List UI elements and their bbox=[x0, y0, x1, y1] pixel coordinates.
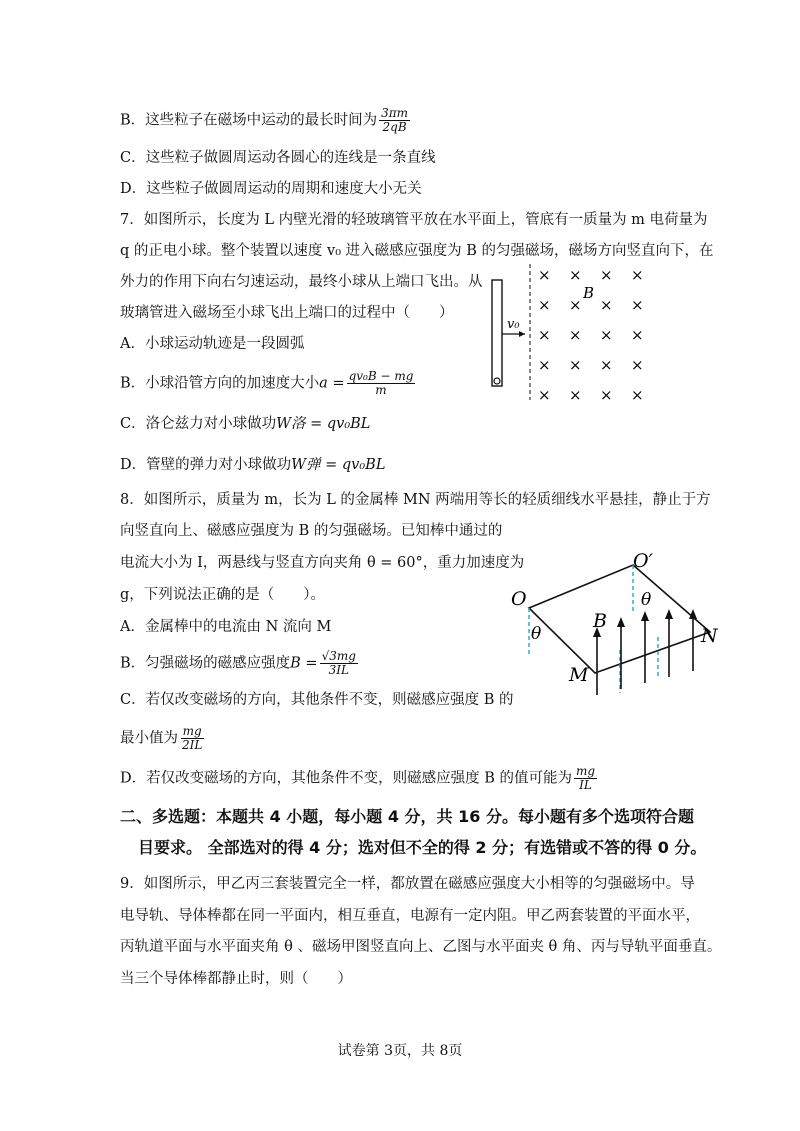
label-n: N bbox=[701, 625, 718, 647]
q8-option-a: A．金属棒中的电流由 N 流向 M bbox=[120, 619, 332, 635]
q6-option-c: C．这些粒子做圆周运动各圆心的连线是一条直线 bbox=[120, 150, 436, 166]
suspension-plane bbox=[529, 565, 710, 673]
field-cross: × bbox=[600, 386, 613, 404]
velocity-arrow-head bbox=[519, 331, 525, 337]
q8-option-c-line1: C．若仅改变磁场的方向，其他条件不变，则磁感应强度 B 的 bbox=[120, 692, 514, 708]
field-cross: × bbox=[600, 326, 613, 344]
field-cross: × bbox=[538, 386, 551, 404]
field-cross: × bbox=[569, 266, 582, 284]
q6-option-b: B．这些粒子在磁场中运动的最长时间为 $\frac{3\pi m}{2qB}$ bbox=[120, 106, 409, 134]
label-o-prime: O′ bbox=[633, 550, 653, 572]
q6-option-d: D．这些粒子做圆周运动的周期和速度大小无关 bbox=[120, 181, 422, 197]
q7-stem-line3: 外力的作用下向右匀速运动，最终小球从上端口飞出。从 bbox=[120, 274, 483, 290]
field-cross: × bbox=[538, 356, 551, 374]
q9-stem-line2: 电导轨、导体棒都在同一平面内，相互垂直，电源有一定内阻。甲乙两套装置的平面水平， bbox=[120, 908, 700, 924]
section-heading-line1: 二、多选题：本题共 4 小题，每小题 4 分，共 16 分。每小题有多个选项符合题 bbox=[120, 807, 694, 826]
field-cross: × bbox=[600, 266, 613, 284]
q8-option-b: B．匀强磁场的磁感应强度B = $\frac{√3mg}{3IL}$ bbox=[120, 649, 356, 677]
ball bbox=[494, 378, 500, 384]
q7-option-b: B．小球沿管方向的加速度大小a = $\frac{\text{qv₀B − mg}}{m}$ bbox=[120, 369, 414, 397]
q7-figure bbox=[485, 262, 665, 407]
page-footer: 试卷第 3页，共 8页 bbox=[337, 1043, 463, 1059]
magnetic-field-arrows bbox=[593, 609, 697, 695]
field-cross: × bbox=[600, 356, 613, 374]
field-cross: × bbox=[569, 326, 582, 344]
field-cross: × bbox=[569, 296, 582, 314]
q8-figure bbox=[505, 545, 730, 705]
q7-option-b-fraction: $\frac{\text{qv₀B − mg}}{m}$ bbox=[348, 369, 414, 397]
q8-stem-line1: 8．如图所示，质量为 m，长为 L 的金属棒 MN 两端用等长的轻质细线水平悬挂，静止于方 bbox=[120, 492, 711, 508]
field-cross: × bbox=[538, 326, 551, 344]
label-m: M bbox=[569, 664, 589, 686]
section-heading-line2: 目要求。 全部选对的得 4 分；选对但不全的得 2 分；有选错或不答的得 0 分。 bbox=[138, 838, 707, 857]
label-theta-right: θ bbox=[641, 590, 652, 610]
q8-stem-line3: 电流大小为 I，两悬线与竖直方向夹角 θ = 60°，重力加速度为 bbox=[120, 555, 525, 571]
q9-stem-line3: 丙轨道平面与水平面夹角 θ 、磁场甲图竖直向上、乙图与水平面夹 θ 角、丙与导轨平面垂直。 bbox=[120, 939, 722, 955]
q8-option-d-fraction: $\frac{mg}{IL}$ bbox=[576, 764, 596, 792]
q8-stem-line2: 向竖直向上、磁感应强度为 B 的匀强磁场。已知棒中通过的 bbox=[120, 523, 503, 539]
field-cross: × bbox=[600, 296, 613, 314]
field-cross: × bbox=[631, 386, 644, 404]
velocity-label: v₀ bbox=[507, 317, 520, 332]
q8-option-c-fraction: $\frac{mg}{2IL}$ bbox=[182, 724, 203, 752]
q7-option-c: C．洛仑兹力对小球做功W洛 = qv₀BL bbox=[120, 416, 371, 432]
label-theta-left: θ bbox=[531, 624, 542, 644]
q8-option-c-line2: 最小值为 $\frac{mg}{2IL}$ bbox=[120, 724, 203, 752]
q8-option-b-fraction: $\frac{√3mg}{3IL}$ bbox=[321, 649, 356, 677]
field-cross: × bbox=[631, 296, 644, 314]
q7-stem-line4: 玻璃管进入磁场至小球飞出上端口的过程中（ ） bbox=[120, 305, 454, 321]
field-cross: × bbox=[538, 266, 551, 284]
q9-stem-line4: 当三个导体棒都静止时，则（ ） bbox=[120, 971, 352, 987]
field-cross: × bbox=[538, 296, 551, 314]
q7-stem-line2: q 的正电小球。整个装置以速度 v₀ 进入磁感应强度为 B 的匀强磁场，磁场方向竖直向下，在 bbox=[120, 243, 714, 259]
field-cross: × bbox=[631, 266, 644, 284]
q6-option-b-fraction: $\frac{3\pi m}{2qB}$ bbox=[381, 106, 409, 134]
label-b: B bbox=[593, 610, 607, 632]
label-o: O bbox=[511, 588, 527, 610]
q9-stem-line1: 9．如图所示，甲乙丙三套装置完全一样，都放置在磁感应强度大小相等的匀强磁场中。导 bbox=[120, 876, 695, 892]
field-label: B bbox=[583, 284, 595, 302]
q7-stem-line1: 7．如图所示，长度为 L 内壁光滑的轻玻璃管平放在水平面上，管底有一质量为 m 电荷量为 bbox=[120, 212, 708, 228]
q7-option-a: A．小球运动轨迹是一段圆弧 bbox=[120, 336, 305, 352]
field-cross: × bbox=[569, 386, 582, 404]
glass-tube bbox=[492, 280, 502, 386]
q8-option-d: D．若仅改变磁场的方向，其他条件不变，则磁感应强度 B 的值可能为 $\frac{mg}{IL}$ bbox=[120, 764, 596, 792]
field-cross: × bbox=[631, 326, 644, 344]
q8-stem-line4: g，下列说法正确的是（ ）。 bbox=[120, 587, 326, 603]
field-cross: × bbox=[631, 356, 644, 374]
q7-option-d: D．管壁的弹力对小球做功W弹 = qv₀BL bbox=[120, 457, 386, 473]
field-cross: × bbox=[569, 356, 582, 374]
